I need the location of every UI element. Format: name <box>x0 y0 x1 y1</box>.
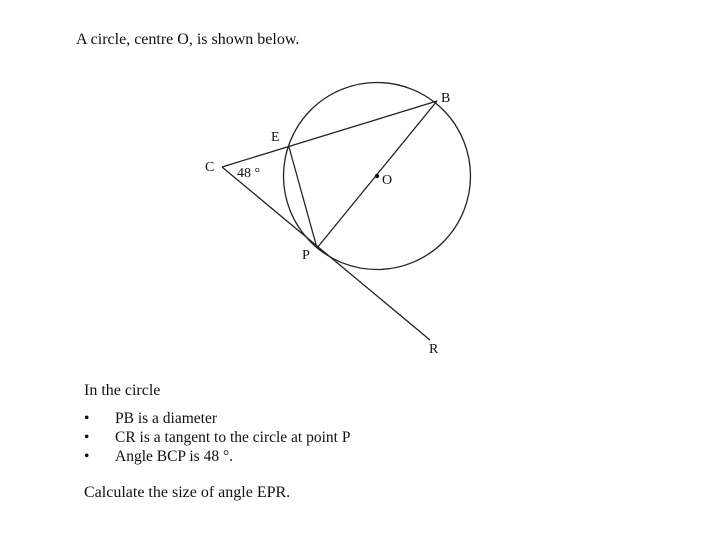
label-c: C <box>205 160 215 175</box>
label-o: O <box>382 173 393 188</box>
facts-list <box>84 409 350 466</box>
intro-text: A circle, centre O, is shown below. <box>76 31 300 48</box>
question-text: Calculate the size of angle EPR. <box>84 484 291 501</box>
fact-text: CR is a tangent to the circle at point P <box>115 429 351 446</box>
bullet-icon: • <box>84 410 90 427</box>
fact-text: Angle BCP is 48 °. <box>115 448 234 465</box>
centre-dot <box>375 174 379 178</box>
fact-item <box>84 428 350 447</box>
info-heading: In the circle <box>84 382 161 399</box>
fact-item <box>84 409 350 428</box>
bullet-icon: • <box>84 429 90 446</box>
label-e: E <box>271 130 280 145</box>
fact-item <box>84 447 350 466</box>
label-r: R <box>429 342 439 357</box>
line-c-b <box>222 101 437 167</box>
label-p: P <box>302 248 310 263</box>
line-c-r <box>222 167 430 340</box>
angle-label: 48 ° <box>237 166 261 181</box>
label-b: B <box>441 91 451 106</box>
fact-text: PB is a diameter <box>115 410 218 427</box>
bullet-icon: • <box>84 448 90 465</box>
